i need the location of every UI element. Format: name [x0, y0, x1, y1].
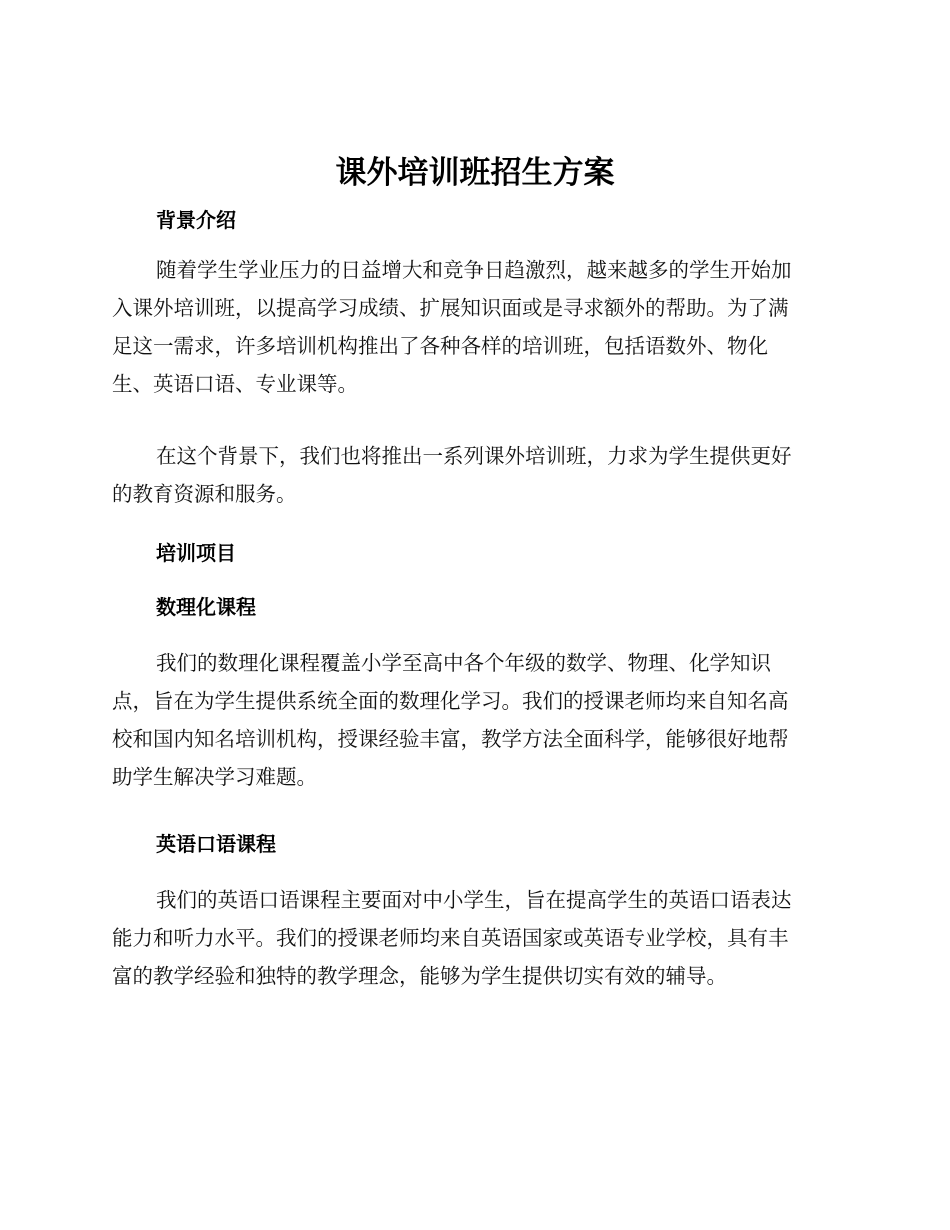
heading-projects: 培训项目: [156, 541, 236, 565]
paragraph-line: 我们的数理化课程覆盖小学至高中各个年级的数学、物理、化学知识: [156, 651, 771, 675]
paragraph-background-1: [112, 251, 830, 403]
heading-background: 背景介绍: [156, 208, 236, 232]
paragraph-line: 在这个背景下，我们也将推出一系列课外培训班，力求为学生提供更好: [156, 444, 792, 468]
paragraph-line: 能力和听力水平。我们的授课老师均来自英语国家或英语专业学校，具有丰: [112, 926, 789, 950]
paragraph-english-course: [112, 881, 830, 995]
paragraph-line: 随着学生学业压力的日益增大和竞争日趋激烈，越来越多的学生开始加: [156, 258, 792, 282]
heading-english-course: 英语口语课程: [156, 832, 276, 856]
paragraph-line: 点，旨在为学生提供系统全面的数理化学习。我们的授课老师均来自知名高: [112, 689, 789, 713]
heading-math-course: 数理化课程: [156, 595, 256, 619]
paragraph-line: 的教育资源和服务。: [112, 482, 297, 506]
paragraph-background-2: [112, 437, 830, 513]
paragraph-line: 助学生解决学习难题。: [112, 765, 317, 789]
paragraph-line: 足这一需求，许多培训机构推出了各种各样的培训班，包括语数外、物化: [112, 334, 768, 358]
paragraph-math-course: [112, 644, 830, 796]
paragraph-line: 我们的英语口语课程主要面对中小学生，旨在提高学生的英语口语表达: [156, 888, 792, 912]
paragraph-line: 富的教学经验和独特的教学理念，能够为学生提供切实有效的辅导。: [112, 964, 727, 988]
paragraph-line: 生、英语口语、专业课等。: [112, 372, 358, 396]
document-title: 课外培训班招生方案: [335, 155, 615, 191]
paragraph-line: 入课外培训班，以提高学习成绩、扩展知识面或是寻求额外的帮助。为了满: [112, 296, 789, 320]
paragraph-line: 校和国内知名培训机构，授课经验丰富，教学方法全面科学，能够很好地帮: [112, 727, 789, 751]
